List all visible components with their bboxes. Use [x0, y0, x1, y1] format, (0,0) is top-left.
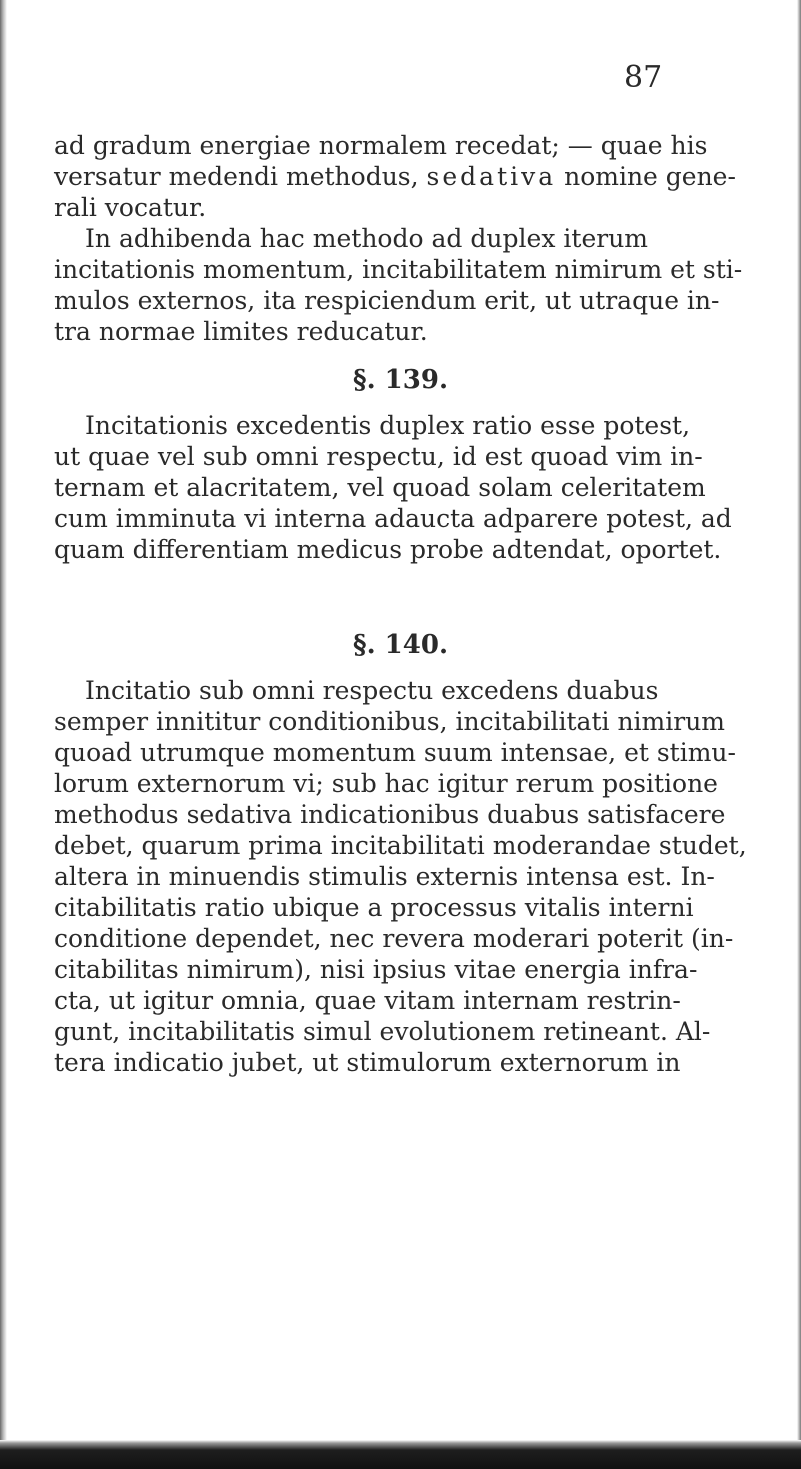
- text-line: quoad utrumque momentum suum intensae, et stimu-: [54, 738, 736, 767]
- text-line: altera in minuendis stimulis externis intensa est. In-: [54, 862, 715, 891]
- text-line: ternam et alacritatem, vel quoad solam celeritatem: [54, 473, 706, 502]
- text-line: rali vocatur.: [54, 193, 207, 222]
- page-number: 87: [624, 60, 663, 95]
- paragraph-method: [54, 223, 743, 347]
- text-line: ut quae vel sub omni respectu, id est quoad vim in-: [54, 442, 703, 471]
- text-line: Incitationis excedentis duplex ratio esse potest,: [85, 411, 691, 440]
- text-line: methodus sedativa indicationibus duabus satisfacere: [54, 800, 726, 829]
- text-line: cum imminuta vi interna adaucta adparere potest, ad: [54, 504, 732, 533]
- text-line: debet, quarum prima incitabilitati moderandae studet,: [54, 831, 747, 860]
- text-line: conditione dependet, nec revera moderari poterit (in-: [54, 924, 734, 953]
- text-line: Incitatio sub omni respectu excedens duabus: [85, 676, 659, 705]
- section-heading-139: §. 139.: [352, 365, 449, 395]
- text-line: tra normae limites reducatur.: [54, 317, 428, 346]
- text-line: incitationis momentum, incitabilitatem nimirum et sti-: [54, 255, 743, 284]
- text-line: semper innititur conditionibus, incitabilitati nimirum: [54, 707, 726, 736]
- text-line: tera indicatio jubet, ut stimulorum externorum in: [54, 1048, 681, 1077]
- scan-bottom-edge: [0, 1440, 801, 1469]
- page-edge-left: [0, 0, 7, 1469]
- page-edge-right: [797, 0, 801, 1469]
- text-line: ad gradum energiae normalem recedat; — quae his: [54, 131, 708, 160]
- paragraph-139: [54, 410, 732, 565]
- text-line: versatur medendi methodus, sedativa nomine gene-: [54, 162, 736, 191]
- text-line: cta, ut igitur omnia, quae vitam internam restrin-: [54, 986, 681, 1015]
- text-line: citabilitatis ratio ubique a processus vitalis interni: [54, 893, 694, 922]
- text-line: lorum externorum vi; sub hac igitur rerum positione: [54, 769, 718, 798]
- text-line: mulos externos, ita respiciendum erit, ut utraque in-: [54, 286, 720, 315]
- text-line: citabilitas nimirum), nisi ipsius vitae energia infra-: [54, 955, 698, 984]
- text-line: gunt, incitabilitatis simul evolutionem retineant. Al-: [54, 1017, 711, 1046]
- section-heading-140: §. 140.: [352, 630, 449, 660]
- text-line: quam differentiam medicus probe adtendat, oportet.: [54, 535, 722, 564]
- emphasized-term: sedativa: [426, 162, 557, 191]
- paragraph-140: [54, 675, 747, 1078]
- text-line: In adhibenda hac methodo ad duplex iterum: [85, 224, 648, 253]
- paragraph-continuation: [54, 130, 736, 223]
